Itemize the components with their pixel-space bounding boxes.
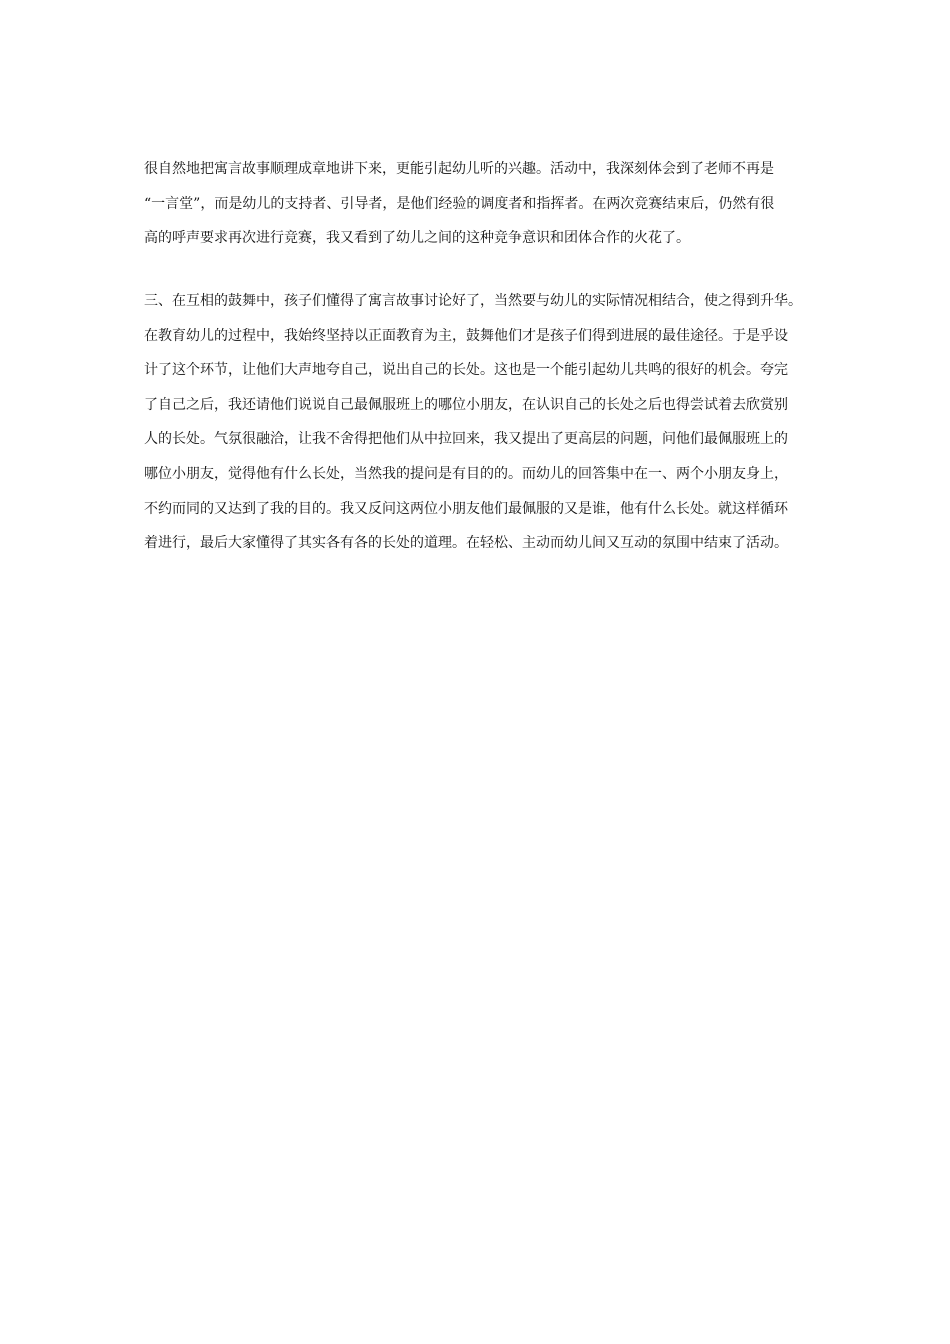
text-line: 哪位小朋友，觉得他有什么长处，当然我的提问是有目的的。而幼儿的回答集中在一、两个小朋友身上， [144,465,788,482]
text-line: 高的呼声要求再次进行竞赛，我又看到了幼儿之间的这种竞争意识和团体合作的火花了。 [144,230,690,247]
paragraph-1 [144,152,834,256]
text-line: 人的长处。气氛很融洽，让我不舍得把他们从中拉回来，我又提出了更高层的问题，问他们最佩服班上的 [144,431,788,448]
paragraph-2 [144,284,834,561]
text-line: 在教育幼儿的过程中，我始终坚持以正面教育为主，鼓舞他们才是孩子们得到进展的最佳途径。于是乎设 [144,327,788,344]
text-line: 不约而同的又达到了我的目的。我又反问这两位小朋友他们最佩服的又是谁，他有什么长处。就这样循环 [144,500,788,517]
text-line: “一言堂”，而是幼儿的支持者、引导者，是他们经验的调度者和指挥者。在两次竞赛结束后，仍然有很 [144,195,775,212]
text-line: 计了这个环节，让他们大声地夸自己，说出自己的长处。这也是一个能引起幼儿共鸣的很好的机会。夸完 [144,362,788,379]
text-line: 了自己之后，我还请他们说说自己最佩服班上的哪位小朋友，在认识自己的长处之后也得尝试着去欣赏别 [144,396,788,413]
text-line: 很自然地把寓言故事顺理成章地讲下来，更能引起幼儿听的兴趣。活动中，我深刻体会到了老师不再是 [144,161,774,177]
text-line: 三、在互相的鼓舞中，孩子们懂得了寓言故事讨论好了，当然要与幼儿的实际情况相结合，使之得到升华。 [144,293,802,309]
text-line: 着进行，最后大家懂得了其实各有各的长处的道理。在轻松、主动而幼儿间又互动的氛围中结束了活动。 [144,535,788,552]
